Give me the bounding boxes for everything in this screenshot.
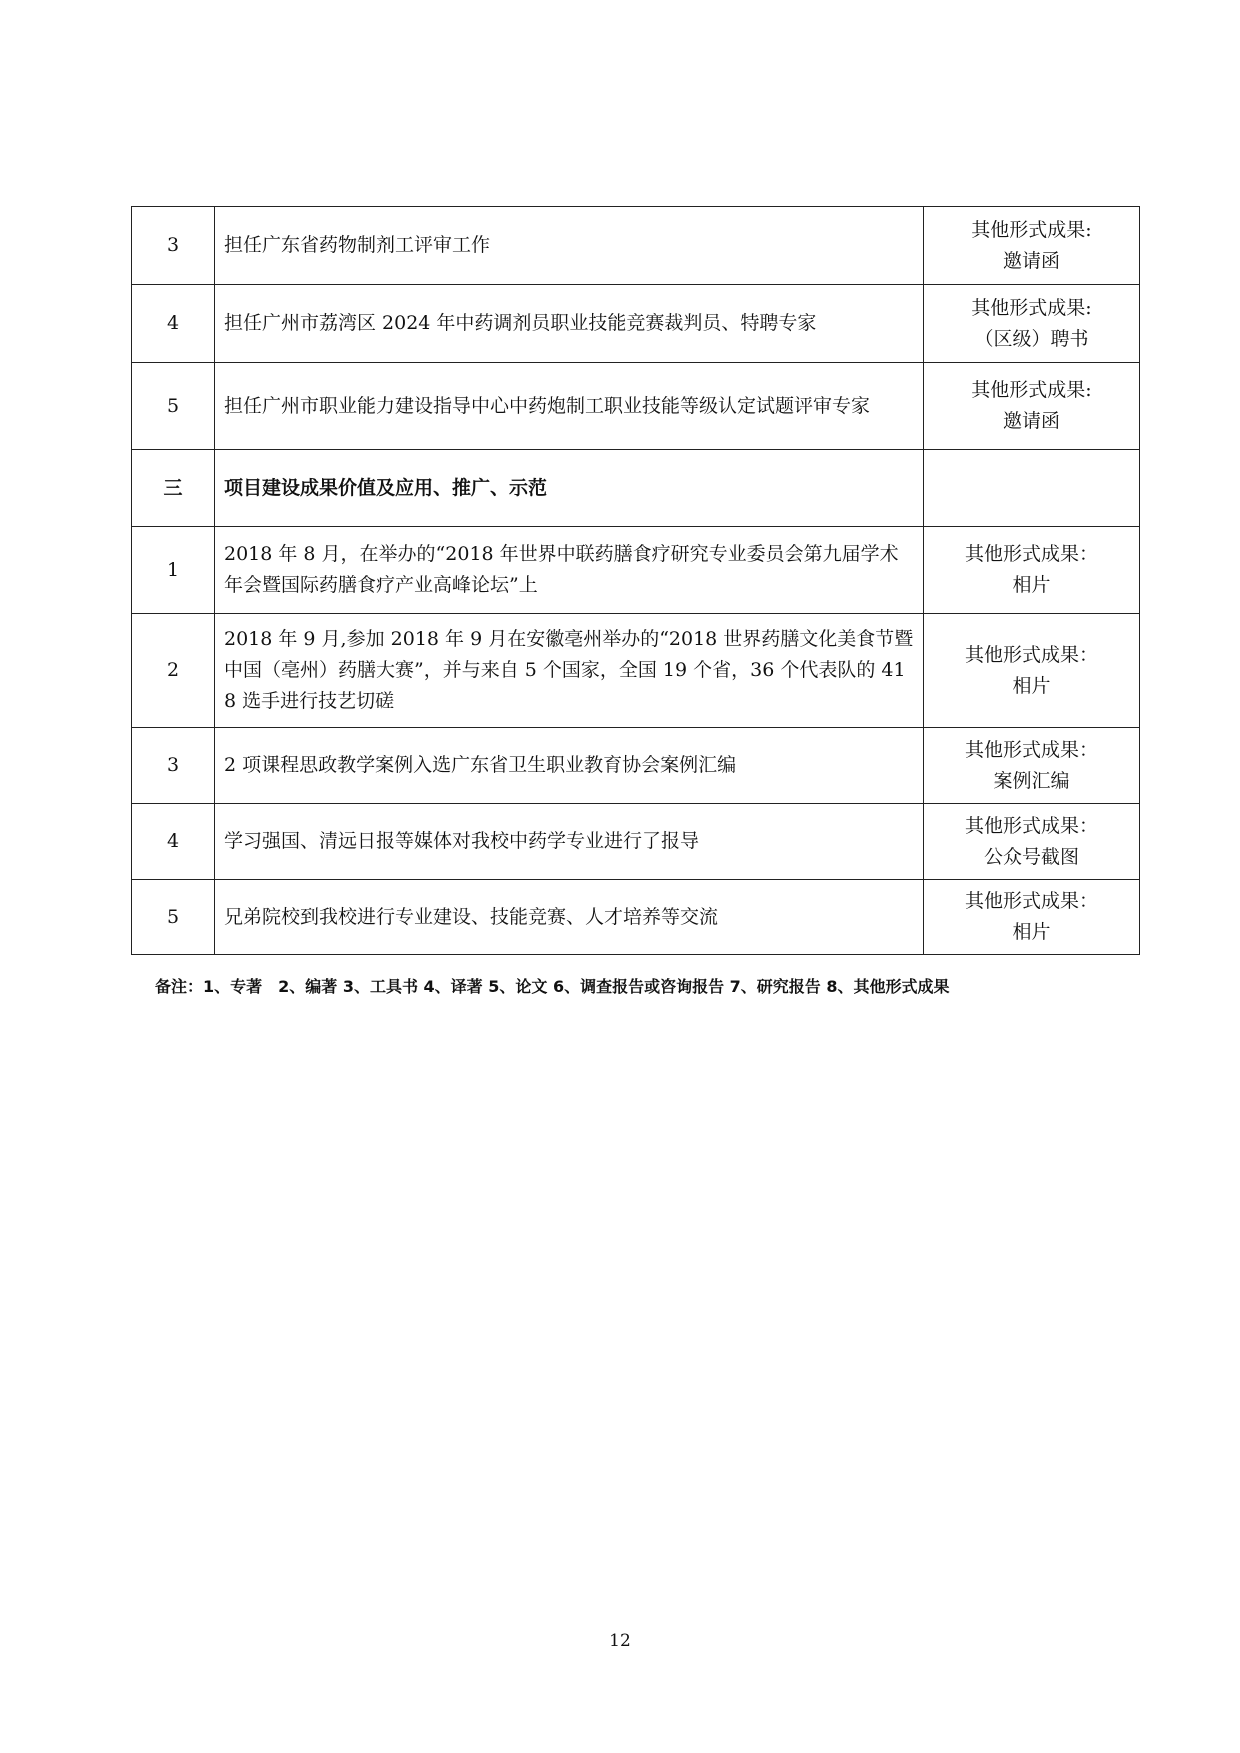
- result-type-detail: 邀请函: [1002, 410, 1060, 432]
- row-description: 担任广州市职业能力建设指导中心中药炮制工职业技能等级认定试题评审专家: [215, 363, 924, 450]
- result-type-detail: 相片: [1012, 921, 1051, 943]
- result-type-detail: 相片: [1012, 674, 1051, 697]
- result-type-label: 其他形式成果:: [971, 296, 1092, 319]
- table-row: [132, 804, 1140, 880]
- row-number: 5: [132, 880, 215, 955]
- result-type-label: 其他形式成果:: [971, 218, 1092, 241]
- result-type-label: 其他形式成果:: [971, 379, 1092, 401]
- row-description: 2 项课程思政教学案例入选广东省卫生职业教育协会案例汇编: [215, 728, 924, 804]
- row-result-type: [924, 527, 1140, 614]
- section-empty-cell: [924, 450, 1140, 527]
- row-number: 3: [132, 728, 215, 804]
- row-result-type: [924, 880, 1140, 955]
- row-description: 学习强国、清远日报等媒体对我校中药学专业进行了报导: [215, 804, 924, 880]
- row-result-type: [924, 285, 1140, 363]
- section-number: 三: [132, 450, 215, 527]
- result-type-label: 其他形式成果：: [964, 814, 1098, 837]
- result-type-label: 其他形式成果：: [964, 643, 1098, 666]
- row-result-type: [924, 207, 1140, 285]
- row-number: 1: [132, 527, 215, 614]
- row-description: 2018 年 8 月，在举办的“2018 年世界中联药膳食疗研究专业委员会第九届学术年会暨国际药膳食疗产业高峰论坛”上: [215, 527, 924, 614]
- row-result-type: [924, 728, 1140, 804]
- result-type-label: 其他形式成果：: [964, 890, 1098, 912]
- row-number: 3: [132, 207, 215, 285]
- table-row: [132, 207, 1140, 285]
- result-type-label: 其他形式成果：: [964, 738, 1098, 761]
- table-row: [132, 527, 1140, 614]
- result-type-detail: （区级）聘书: [974, 327, 1089, 350]
- table-row: [132, 285, 1140, 363]
- row-number: 2: [132, 614, 215, 728]
- row-description: 2018 年 9 月,参加 2018 年 9 月在安徽亳州举办的“2018 世界药膳文化美食节暨中国（亳州）药膳大赛”，并与来自 5 个国家，全国 19 个省，36 个代表队的 418 选手进行技艺切磋: [215, 614, 924, 728]
- results-table: [131, 206, 1140, 955]
- table-row: [132, 363, 1140, 450]
- row-result-type: [924, 804, 1140, 880]
- row-result-type: [924, 363, 1140, 450]
- table-row: [132, 880, 1140, 955]
- result-type-detail: 案例汇编: [993, 769, 1070, 792]
- table-row: [132, 614, 1140, 728]
- result-type-detail: 相片: [1012, 574, 1051, 596]
- row-number: 5: [132, 363, 215, 450]
- section-header-row: [132, 450, 1140, 527]
- section-title: 项目建设成果价值及应用、推广、示范: [215, 450, 924, 527]
- result-type-detail: 邀请函: [1002, 249, 1060, 272]
- row-number: 4: [132, 804, 215, 880]
- result-type-label: 其他形式成果：: [964, 543, 1098, 565]
- row-description: 担任广州市荔湾区 2024 年中药调剂员职业技能竞赛裁判员、特聘专家: [215, 285, 924, 363]
- remark-note: 备注：1、专著 2、编著 3、工具书 4、译著 5、论文 6、调查报告或咨询报告 7、研究报告 8、其他形式成果: [155, 977, 950, 996]
- result-type-detail: 公众号截图: [983, 845, 1079, 868]
- page-number: 12: [609, 1631, 631, 1651]
- row-result-type: [924, 614, 1140, 728]
- table-row: [132, 728, 1140, 804]
- row-description: 兄弟院校到我校进行专业建设、技能竞赛、人才培养等交流: [215, 880, 924, 955]
- row-number: 4: [132, 285, 215, 363]
- row-description: 担任广东省药物制剂工评审工作: [215, 207, 924, 285]
